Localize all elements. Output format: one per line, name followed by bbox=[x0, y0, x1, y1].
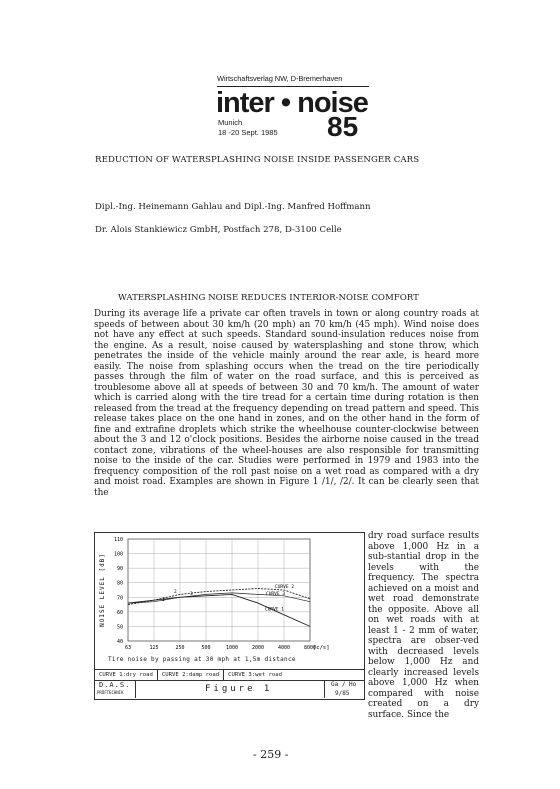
figure-label: Figure 1 bbox=[205, 684, 273, 694]
curve-label-2: CURVE 2 bbox=[275, 584, 294, 590]
x-tick-label: 1000 bbox=[225, 645, 239, 651]
conference-year: 85 bbox=[327, 111, 359, 142]
noise-level-chart bbox=[95, 533, 364, 663]
y-tick-label: 60 bbox=[116, 609, 123, 616]
org-subtitle: PRÜFTECHNIK bbox=[97, 690, 124, 695]
ref-date: 9/85 bbox=[335, 690, 350, 697]
y-tick-label: 90 bbox=[116, 566, 123, 573]
y-tick-label: 50 bbox=[116, 624, 123, 631]
body-paragraph-right-column: dry road surface results above 1,000 Hz in a sub-stantial drop in the levels with the frequency. The spectra achieved on a moist and wet road demonstrate the opposite. Above all on wet roads with at least 1 - 2 mm of water, spectra are obser-ved with decreased levels below 1,000 Hz and clearly increased levels above 1,000 Hz when compared with noise created on a dry surface. Since the bbox=[368, 531, 479, 720]
page-number: - 259 - bbox=[253, 748, 289, 761]
body-paragraph: During its average life a private car often travels in town or along country roads at speeds of between about 30 km/h (20 mph) an 70 km/h (45 mph). Wind noise does not have any effect at such speeds. Standard sound-insulation reduces noise from the engine. As a result, noise caused by watersplashing and stone throw, which penetrates the inside of the vehicle mainly around the rear axle, is heard more easily. The noise from splashing occurs when the tread on the tire periodically passes through the film of water on the road surface, and this is perceived as troublesome above all at speeds of between 30 and 70 km/h. The amount of water which is carried along with the tire tread for a certain time during rotation is then released from the tread at the frequency depending on tread pattern and speed. This release takes place on the one hand in zones, and on the other hand in the form of fine and extrafine droplets which strike the wheelhouse counter-clockwise between about the 3 and 12 o'clock positions. Besides the airborne noise caused in the tread contact zone, vibrations of the wheel-houses are also responsible for transmitting noise to the inside of the car. Studies were performed in 1979 and 1983 into the frequency composition of the roll past noise on a wet road as compared with a dry and moist road. Examples are shown in Figure 1 /1/, /2/. It can be clearly seen that the bbox=[94, 309, 479, 498]
y-tick-label: 70 bbox=[116, 595, 123, 602]
legend-curve-1: CURVE 1:dry road bbox=[95, 670, 158, 680]
paper-authors: Dipl.-Ing. Heinemann Gahlau and Dipl.-Ing. Manfred Hoffmann bbox=[95, 202, 371, 212]
paper-title: REDUCTION OF WATERSPLASHING NOISE INSIDE PASSENGER CARS bbox=[95, 155, 420, 165]
org-box bbox=[95, 680, 136, 698]
conference-date: 18 -20 Sept. 1985 bbox=[218, 128, 278, 137]
org-name: D.A.S. bbox=[99, 681, 131, 689]
ref-code: Ga / Ho bbox=[331, 681, 357, 688]
ref-box bbox=[324, 680, 365, 698]
legend-curve-3: CURVE 3:wet road bbox=[228, 672, 283, 678]
y-tick-label: 110 bbox=[113, 537, 123, 543]
conference-logo: inter • noise bbox=[216, 87, 368, 119]
x-tick-label: 63 bbox=[124, 645, 132, 651]
plot-frame bbox=[128, 539, 310, 641]
y-tick-label: 100 bbox=[113, 551, 123, 558]
y-tick-label: 80 bbox=[116, 580, 123, 587]
curve-number-3: 3 bbox=[190, 592, 193, 598]
curve-number-2: 2 bbox=[174, 589, 177, 595]
publisher-line: Wirtschaftsverlag NW, D-Bremerhaven bbox=[217, 74, 343, 83]
x-tick-label: 125 bbox=[149, 645, 159, 651]
figure-caption: Tire noise by passing at 30 mph at 1,5m distance bbox=[108, 656, 296, 663]
conference-city: Munich bbox=[218, 118, 243, 127]
x-tick-label: 500 bbox=[201, 645, 211, 651]
curve-number-1: 1 bbox=[162, 597, 165, 603]
x-tick-label: 250 bbox=[175, 645, 185, 651]
curve-label-3: CURVE 3 bbox=[266, 592, 285, 598]
section-heading: WATERSPLASHING NOISE REDUCES INTERIOR-NOISE COMFORT bbox=[118, 293, 419, 303]
figure-footer bbox=[95, 680, 364, 699]
x-tick-label: 8000 bbox=[303, 645, 317, 651]
y-tick-label: 40 bbox=[116, 639, 123, 645]
paper-affiliation: Dr. Alois Stankiewicz GmbH, Postfach 278, D-3100 Celle bbox=[95, 225, 342, 235]
curve-label-1: CURVE 1 bbox=[265, 607, 284, 613]
y-axis-label: NOISE LEVEL [dB] bbox=[99, 553, 106, 627]
legend-curve-2: CURVE 2:damp road bbox=[158, 670, 224, 680]
x-tick-label: 4000 bbox=[277, 645, 291, 651]
x-tick-label: 2000 bbox=[251, 645, 265, 651]
x-axis-label: [c/s] bbox=[313, 645, 330, 651]
